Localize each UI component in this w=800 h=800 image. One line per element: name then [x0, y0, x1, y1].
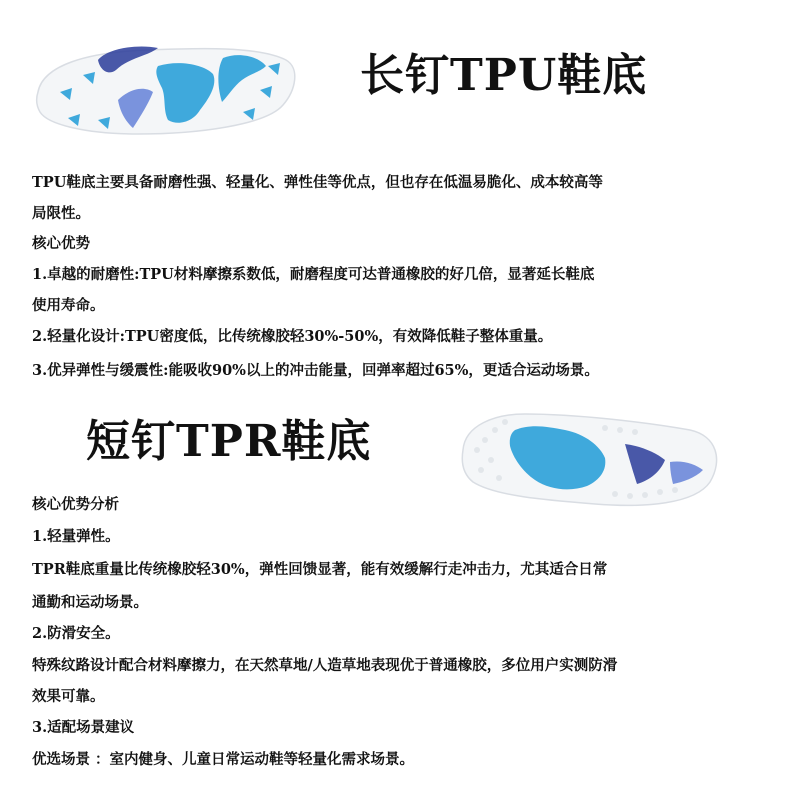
body-text-line: 1.轻量弹性。: [32, 528, 120, 545]
body-text-line: 1.卓越的耐磨性:TPU材料摩擦系数低，耐磨程度可达普通橡胶的好几倍，显著延长鞋底: [32, 266, 595, 283]
body-text-line: 使用寿命。: [32, 297, 105, 314]
body-text-line: 优选场景 ：室内健身、儿童日常运动鞋等轻量化需求场景。: [32, 751, 415, 768]
body-text-line: 局限性。: [32, 205, 90, 222]
tpr-short-stud-sole-image: [455, 400, 725, 520]
body-text-line: 特殊纹路设计配合材料摩擦力，在天然草地/人造草地表现优于普通橡胶，多位用户实测防滑: [32, 657, 618, 674]
body-text-line: 3.优异弹性与缓震性:能吸收90%以上的冲击能量，回弹率超过65%，更适合运动场景。: [32, 362, 599, 379]
body-text-line: 2.防滑安全。: [32, 625, 120, 642]
section-title-tpr: 短钉TPR鞋底: [86, 416, 372, 467]
body-text-line: 核心优势分析: [32, 496, 119, 513]
body-text-line: TPU鞋底主要具备耐磨性强、轻量化、弹性佳等优点，但也存在低温易脆化、成本较高等: [32, 174, 603, 191]
body-text-line: 2.轻量化设计:TPU密度低，比传统橡胶轻30%-50%，有效降低鞋子整体重量。: [32, 328, 553, 345]
body-text-line: 3.适配场景建议: [32, 719, 135, 736]
body-text-line: 效果可靠。: [32, 688, 105, 705]
section-title-tpu: 长钉TPU鞋底: [360, 50, 648, 101]
body-text-line: 通勤和运动场景。: [32, 594, 148, 611]
body-text-line: 核心优势: [32, 235, 90, 252]
body-text-line: TPR鞋底重量比传统橡胶轻30%，弹性回馈显著，能有效缓解行走冲击力，尤其适合日常: [32, 561, 608, 578]
tpu-long-stud-sole-image: [28, 30, 298, 150]
